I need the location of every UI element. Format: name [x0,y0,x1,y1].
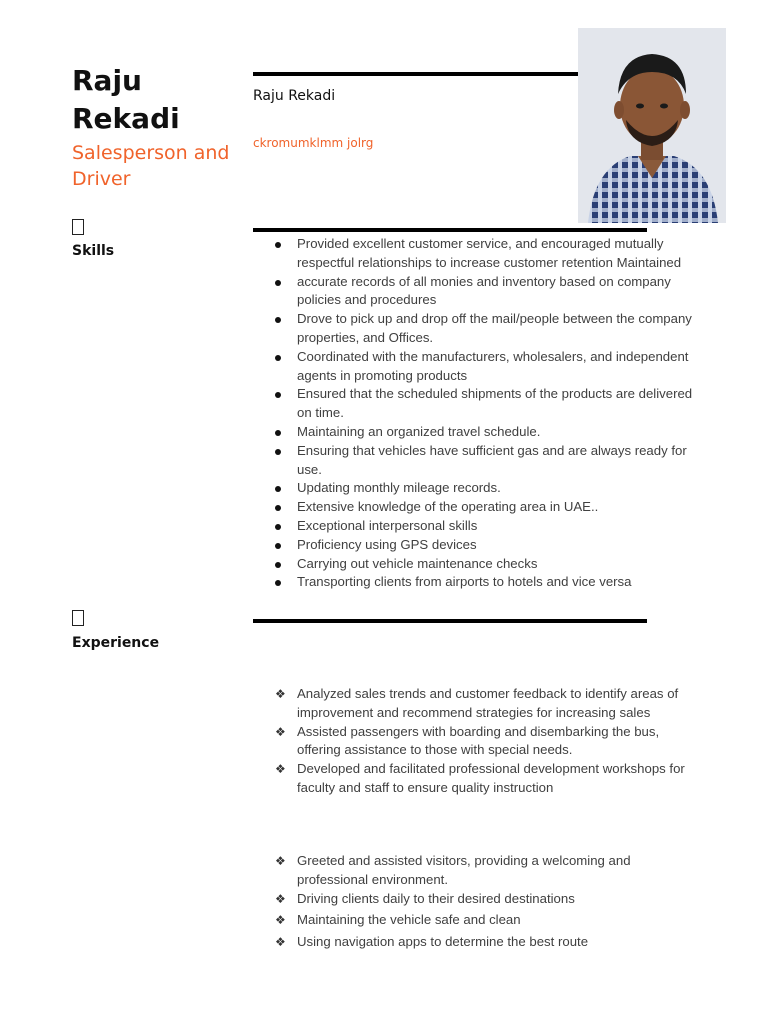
diamond-bullet-icon: ❖ [275,762,286,777]
role-line-1: Salesperson and [72,142,230,164]
skills-list [297,235,702,592]
bullet-icon [275,317,281,323]
skills-divider [253,228,647,232]
list-item: accurate records of all monies and inventory based on company policies and procedures [297,273,702,311]
list-item: Ensured that the scheduled shipments of the products are delivered on time. [297,385,702,423]
list-item: Provided excellent customer service, and encouraged mutually respectful relationships to increase customer retention Maintained [297,235,702,273]
list-item: Updating monthly mileage records. [297,479,702,498]
list-item: Coordinated with the manufacturers, wholesalers, and independent agents in promoting products [297,348,702,386]
list-item: Extensive knowledge of the operating area in UAE.. [297,498,702,517]
bullet-icon [275,355,281,361]
profile-photo [578,28,726,223]
list-item: ❖ Driving clients daily to their desired destinations [297,890,697,909]
list-item: Ensuring that vehicles have sufficient gas and are always ready for use. [297,442,702,480]
experience-heading: Experience [72,635,160,651]
experience-divider [253,619,647,623]
name-line-1: Raju [72,64,142,97]
header-divider [253,72,579,76]
skills-heading: Skills [72,243,115,259]
bullet-icon [275,562,281,568]
bullet-icon [275,486,281,492]
diamond-bullet-icon: ❖ [275,724,286,739]
diamond-bullet-icon: ❖ [275,687,286,701]
list-item: Maintaining an organized travel schedule. [297,423,702,442]
profile-role [72,140,252,192]
header-email[interactable]: ckromumklmm jolrg [253,136,374,150]
bullet-icon [275,580,281,586]
diamond-bullet-icon: ❖ [275,913,286,928]
diamond-bullet-icon: ❖ [275,935,286,950]
bullet-icon [275,449,281,455]
experience-list-1 [275,685,697,798]
diamond-bullet-icon: ❖ [275,891,286,906]
experience-document-icon [72,610,84,626]
skills-document-icon [72,219,84,235]
profile-name [72,62,242,138]
bullet-icon [275,392,281,398]
list-item: ❖ Using navigation apps to determine the best route [297,933,697,952]
list-item: ❖ Greeted and assisted visitors, providing a welcoming and professional environment. [275,853,631,887]
bullet-icon [275,430,281,436]
list-item: ❖ Developed and facilitated professional development workshops for faculty and staff to ensure quality instruction [275,761,685,795]
list-item: Drove to pick up and drop off the mail/people between the company properties, and Offices. [297,310,702,348]
bullet-icon [275,524,281,530]
portrait-illustration [578,28,726,223]
header-name: Raju Rekadi [253,88,336,104]
role-line-2: Driver [72,168,131,190]
list-item: Transporting clients from airports to hotels and vice versa [297,573,702,592]
bullet-icon [275,543,281,549]
list-item: ❖ Maintaining the vehicle safe and clean [297,911,697,930]
list-item: Exceptional interpersonal skills [297,517,702,536]
bullet-icon [275,242,281,248]
list-item: Carrying out vehicle maintenance checks [297,555,702,574]
list-item: ❖ Analyzed sales trends and customer feedback to identify areas of improvement and recommend strategies for increasing sales [275,686,679,720]
list-item: Proficiency using GPS devices [297,536,702,555]
name-line-2: Rekadi [72,102,180,135]
bullet-icon [275,505,281,511]
experience-list-2 [275,852,697,952]
diamond-bullet-icon: ❖ [275,854,286,868]
list-item: ❖ Assisted passengers with boarding and disembarking the bus, offering assistance to those with special needs. [275,723,660,758]
bullet-icon [275,280,281,286]
